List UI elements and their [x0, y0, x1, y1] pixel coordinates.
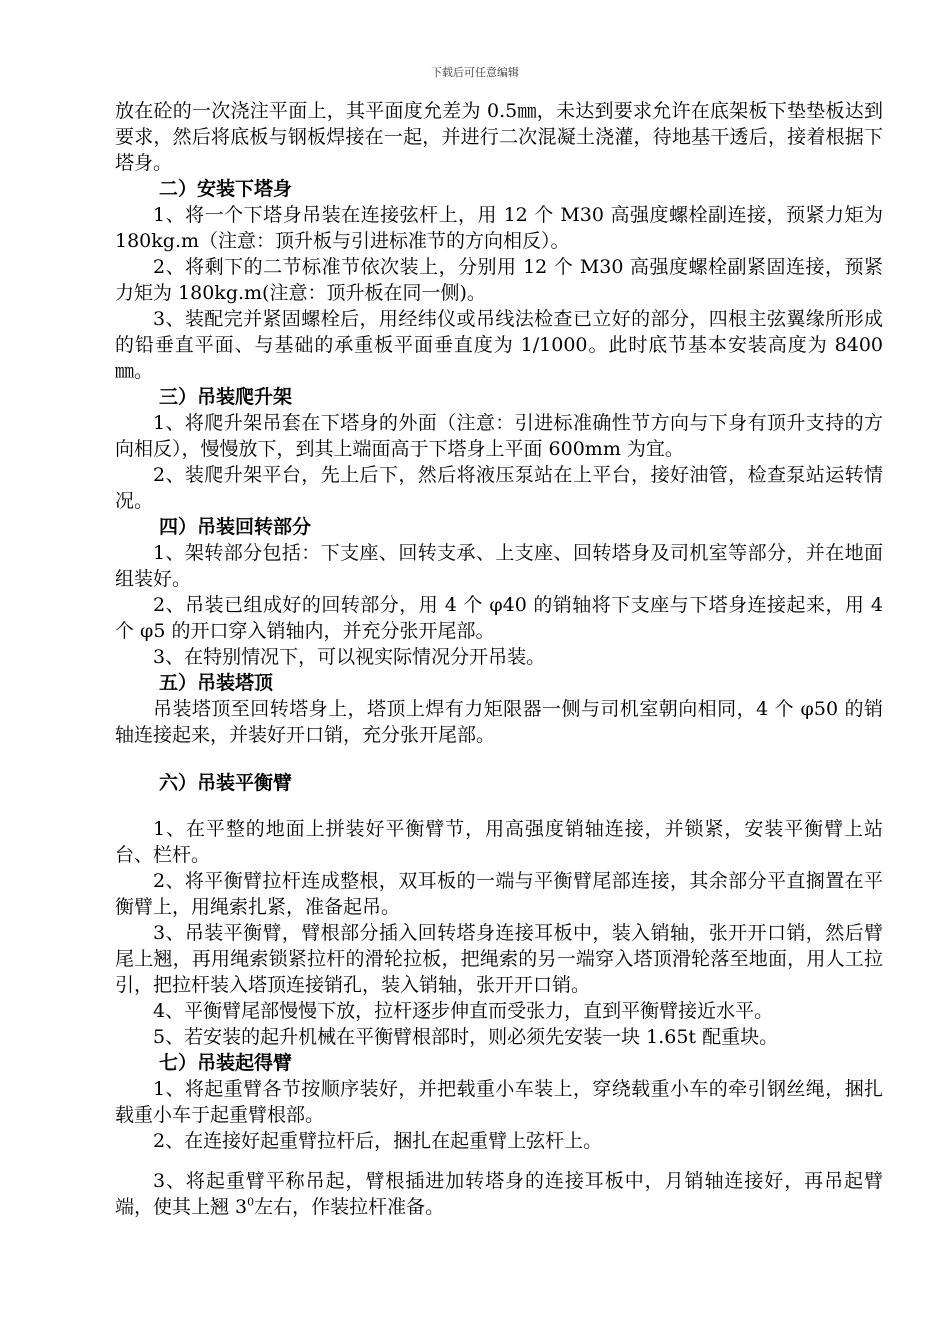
degree-superscript: 0 [247, 1195, 255, 1209]
spacer [115, 1154, 883, 1168]
paragraph-5-1: 吊装塔顶至回转塔身上，塔顶上焊有力矩限器一侧与司机室朝向相同，4 个 φ50 的销轴连接起来，并装好开口销，充分张开尾部。 [115, 698, 883, 746]
paragraph-7-3-text: 3、将起重臂平称吊起，臂根插进加转塔身的连接耳板中，月销轴连接好，再吊起臂端，使其上翘 3 [115, 1170, 883, 1218]
section-heading-5: 五）吊装塔顶 [159, 672, 274, 694]
section-heading-6: 六）吊装平衡臂 [159, 772, 293, 794]
paragraph-7-2: 2、在连接好起重臂拉杆后，捆扎在起重臂上弦杆上。 [153, 1130, 603, 1152]
paragraph-4-1: 1、架转部分包括：下支座、回转支承、上支座、回转塔身及司机室等部分，并在地面组装好。 [115, 542, 883, 590]
section-heading-3: 三）吊装爬升架 [159, 386, 293, 408]
paragraph-6-2: 2、将平衡臂拉杆连成整根，双耳板的一端与平衡臂尾部连接，其余部分平直搁置在平衡臂上，用绳索扎紧，准备起吊。 [115, 870, 883, 918]
paragraph-3-2: 2、装爬升架平台，先上后下，然后将液压泵站在上平台，接好油管，检查泵站运转情况。 [115, 464, 883, 512]
document-body [115, 98, 883, 1220]
paragraph-4-3: 3、在特别情况下，可以视实际情况分开吊装。 [153, 646, 546, 668]
spacer [115, 748, 883, 770]
section-heading-4: 四）吊装回转部分 [159, 516, 312, 538]
paragraph-2-2: 2、将剩下的二节标准节依次装上，分别用 12 个 M30 高强度螺栓副紧固连接，预紧力矩为 180kg.m(注意：顶升板在同一侧)。 [115, 256, 883, 304]
paragraph-7-3 [115, 1168, 883, 1220]
paragraph-2-3: 3、装配完并紧固螺栓后，用经纬仪或吊线法检查已立好的部分，四根主弦翼缘所形成的铅垂直平面、与基础的承重板平面垂直度为 1/1000。此时底节基本安装高度为 8400㎜。 [115, 308, 883, 382]
paragraph-3-1: 1、将爬升架吊套在下塔身的外面（注意：引进标准确性节方向与下身有顶升支持的方向相反），慢慢放下，到其上端面高于下塔身上平面 600mm 为宜。 [115, 412, 883, 460]
paragraph-7-3-tail: 左右，作装拉杆准备。 [254, 1196, 445, 1218]
paragraph-4-2: 2、吊装已组成好的回转部分，用 4 个 φ40 的销轴将下支座与下塔身连接起来，用 4 个 φ5 的开口穿入销轴内，并充分张开尾部。 [115, 594, 883, 642]
section-heading-7: 七）吊装起得臂 [159, 1052, 293, 1074]
paragraph-6-3: 3、吊装平衡臂，臂根部分插入回转塔身连接耳板中，装入销轴，张开开口销，然后臂尾上翘，再用绳索锁紧拉杆的滑轮拉板，把绳索的另一端穿入塔顶滑轮落至地面，用人工拉引，把拉杆装入塔顶连接销孔，装入销轴，张开开口销。 [115, 922, 883, 996]
paragraph-6-4: 4、平衡臂尾部慢慢下放，拉杆逐步伸直而受张力，直到平衡臂接近水平。 [153, 1000, 774, 1022]
paragraph-6-1: 1、在平整的地面上拼装好平衡臂节，用高强度销轴连接，并锁紧，安装平衡臂上站台、栏杆。 [115, 818, 883, 866]
paragraph-2-1: 1、将一个下塔身吊装在连接弦杆上，用 12 个 M30 高强度螺栓副连接，预紧力矩为 180kg.m（注意：顶升板与引进标准节的方向相反）。 [115, 204, 883, 252]
spacer [115, 796, 883, 816]
paragraph-6-5: 5、若安装的起升机械在平衡臂根部时，则必须先安装一块 1.65t 配重块。 [153, 1026, 779, 1048]
paragraph-7-1: 1、将起重臂各节按顺序装好，并把载重小车装上，穿绕载重小车的牵引钢丝绳，捆扎载重小车于起重臂根部。 [115, 1078, 883, 1126]
page-header: 下载后可任意编辑 [431, 66, 519, 79]
paragraph-foundation: 放在砼的一次浇注平面上，其平面度允差为 0.5㎜，未达到要求允许在底架板下垫垫板达到要求，然后将底板与钢板焊接在一起，并进行二次混凝土浇灌，待地基干透后，接着根据下塔身。 [115, 100, 883, 174]
section-heading-2: 二）安装下塔身 [159, 178, 293, 200]
